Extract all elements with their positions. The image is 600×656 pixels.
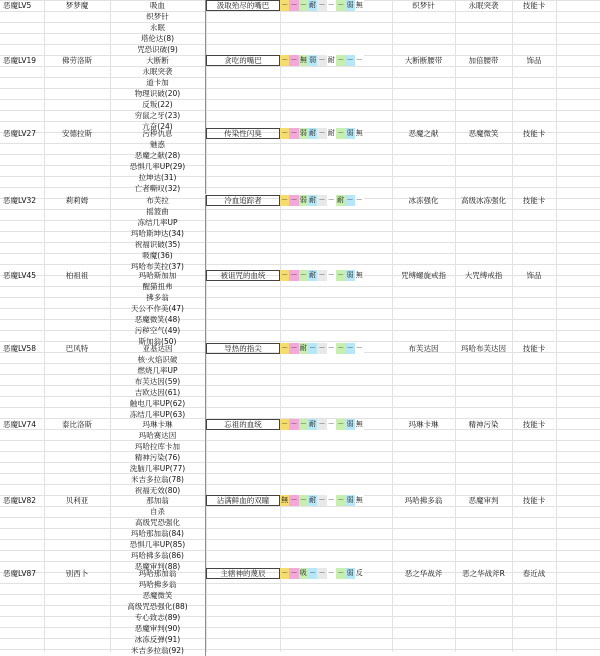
resistance-cell: 耐 bbox=[337, 196, 345, 204]
resistance-cell: － bbox=[318, 569, 326, 577]
skill-item: 拉坤达(31) bbox=[110, 172, 206, 183]
resistance-strip bbox=[280, 128, 392, 139]
skill-list bbox=[110, 495, 206, 572]
resistance-cell: － bbox=[309, 344, 317, 352]
grid-row-line bbox=[0, 231, 600, 232]
resistance-cell: － bbox=[337, 1, 345, 9]
resistance-cell: 耐 bbox=[309, 1, 317, 9]
grid-row-line bbox=[0, 462, 600, 463]
skill-item: 触电几率UP(62) bbox=[110, 398, 206, 409]
skill-item: 斯加翁(50) bbox=[110, 336, 206, 347]
skill-item: 吸血 bbox=[110, 0, 206, 11]
skill-item: 玛哈斯加加 bbox=[110, 270, 206, 281]
demon-rank: 恶魔LV27 bbox=[3, 129, 37, 138]
demon-name: 巴风特 bbox=[65, 344, 89, 353]
grid-row-line bbox=[0, 407, 600, 408]
equip-item-1: 织梦针 bbox=[412, 1, 435, 10]
skill-item: 亚基达因 bbox=[110, 343, 206, 354]
resistance-cell: － bbox=[337, 420, 345, 428]
item-type: 饰品 bbox=[526, 271, 542, 280]
skill-item: 污秽空气(49) bbox=[110, 325, 206, 336]
equip-item-2: 恶之华战斧R bbox=[462, 569, 505, 578]
resistance-cell: － bbox=[281, 1, 289, 9]
resistance-cell: － bbox=[309, 569, 317, 577]
demon-rank: 恶魔LV32 bbox=[3, 196, 37, 205]
equip-item-2: 大咒缚戒指 bbox=[464, 271, 503, 280]
grid-row-line bbox=[0, 297, 600, 298]
skill-item: 冰冻反弹(91) bbox=[110, 634, 206, 645]
skill-item: 冻结几率UP(63) bbox=[110, 409, 206, 420]
grid-row-line bbox=[0, 264, 600, 265]
skill-list bbox=[110, 270, 206, 347]
skill-item: 祝福无效(80) bbox=[110, 485, 206, 496]
grid-row-line bbox=[0, 187, 600, 188]
resistance-cell: － bbox=[355, 344, 363, 352]
resistance-strip bbox=[280, 568, 392, 579]
skill-item: 大断断 bbox=[110, 55, 206, 66]
resistance-cell: 耐 bbox=[309, 129, 317, 137]
equip-item-1: 恶魔之献 bbox=[408, 129, 439, 138]
equip-item-1: 布芙达因 bbox=[408, 344, 439, 353]
demon-name: 安德拉斯 bbox=[62, 129, 92, 138]
resistance-strip bbox=[280, 0, 392, 11]
resistance-cell: － bbox=[281, 569, 289, 577]
item-type: 饰品 bbox=[526, 56, 542, 65]
resistance-cell: － bbox=[281, 56, 289, 64]
item-type: 技能卡 bbox=[522, 344, 546, 353]
resistance-cell: － bbox=[327, 196, 335, 204]
grid-col-line bbox=[556, 0, 557, 652]
ex-skill-box: 冷血追踪者 bbox=[206, 195, 280, 206]
demon-rank: 恶魔LV58 bbox=[3, 344, 37, 353]
skill-item: 醒猫扭弗 bbox=[110, 281, 206, 292]
demon-rank: 恶魔LV82 bbox=[3, 496, 37, 505]
resistance-strip bbox=[280, 495, 392, 506]
skill-item: 玛哈拉库卡加 bbox=[110, 441, 206, 452]
skill-list bbox=[110, 0, 206, 55]
resistance-cell: 耐 bbox=[299, 344, 307, 352]
resistance-cell: 吸 bbox=[299, 569, 307, 577]
item-type: 技能卡 bbox=[522, 420, 546, 429]
resistance-cell: － bbox=[290, 1, 298, 9]
grid-row-line bbox=[0, 253, 600, 254]
grid-row-line bbox=[0, 396, 600, 397]
skill-item: 精神污染(76) bbox=[110, 452, 206, 463]
resistance-strip bbox=[280, 343, 392, 354]
resistance-cell: － bbox=[327, 1, 335, 9]
resistance-strip bbox=[280, 270, 392, 281]
resistance-cell: 無 bbox=[281, 496, 289, 504]
equip-item-1: 冰冻强化 bbox=[408, 196, 439, 205]
grid-row-line bbox=[0, 363, 600, 364]
skill-item: 魅惑 bbox=[110, 139, 206, 150]
skill-item: 高级咒恐强化 bbox=[110, 517, 206, 528]
resistance-cell: － bbox=[337, 344, 345, 352]
resistance-cell: － bbox=[281, 129, 289, 137]
resistance-cell: 弱 bbox=[346, 496, 354, 504]
demon-name: 梦梦魔 bbox=[65, 1, 89, 10]
grid-col-line bbox=[44, 0, 45, 652]
grid-row-line bbox=[0, 88, 600, 89]
resistance-cell: － bbox=[290, 129, 298, 137]
skill-item: 吉欧达因(61) bbox=[110, 387, 206, 398]
resistance-cell: 弱 bbox=[346, 271, 354, 279]
grid-col-line bbox=[512, 0, 513, 652]
skill-item: 恶魔微笑 bbox=[110, 590, 206, 601]
resistance-cell: 弱 bbox=[346, 129, 354, 137]
resistance-cell: － bbox=[355, 56, 363, 64]
grid-row-line bbox=[0, 242, 600, 243]
item-type: 技能卡 bbox=[522, 196, 546, 205]
grid-row-line bbox=[0, 550, 600, 551]
grid-row-line bbox=[0, 77, 600, 78]
grid-row-line bbox=[0, 220, 600, 221]
demon-name: 柏祖祖 bbox=[65, 271, 89, 280]
resistance-cell: 弱 bbox=[299, 129, 307, 137]
grid-row-line bbox=[0, 484, 600, 485]
resistance-cell: － bbox=[346, 196, 354, 204]
skill-item: 反叛(22) bbox=[110, 99, 206, 110]
skill-list bbox=[110, 343, 206, 420]
skill-item: 玛哈拂多翁 bbox=[110, 579, 206, 590]
resistance-strip bbox=[280, 419, 392, 430]
grid-row-line bbox=[0, 22, 600, 23]
grid-row-line bbox=[0, 319, 600, 320]
grid-row-line bbox=[0, 341, 600, 342]
demon-rank: 恶魔LV5 bbox=[3, 1, 32, 10]
grid-row-line bbox=[0, 583, 600, 584]
skill-item: 高级咒恐强化(88) bbox=[110, 601, 206, 612]
demon-name: 贝利亚 bbox=[65, 496, 89, 505]
skill-list bbox=[110, 419, 206, 496]
grid-row-line bbox=[0, 33, 600, 34]
resistance-cell: 無 bbox=[355, 1, 363, 9]
equip-item-2: 恶魔微笑 bbox=[468, 129, 499, 138]
skill-item: 玛哈斯坤达(34) bbox=[110, 228, 206, 239]
resistance-cell: － bbox=[318, 496, 326, 504]
grid-row-line bbox=[0, 594, 600, 595]
resistance-cell: － bbox=[318, 196, 326, 204]
skill-item: 道卡加 bbox=[110, 77, 206, 88]
resistance-cell: － bbox=[318, 1, 326, 9]
grid-row-line bbox=[0, 506, 600, 507]
resistance-cell: － bbox=[337, 56, 345, 64]
ex-skill-box: 被诅咒的血统 bbox=[206, 270, 280, 281]
grid-col-line bbox=[206, 0, 207, 652]
resistance-cell: － bbox=[355, 196, 363, 204]
grid-row-line bbox=[0, 517, 600, 518]
grid-row-line bbox=[0, 385, 600, 386]
ex-skill-box: 贪吃的嘴巴 bbox=[206, 55, 280, 66]
resistance-cell: － bbox=[281, 196, 289, 204]
resistance-strip bbox=[280, 195, 392, 206]
equip-item-2: 恶魔审判 bbox=[468, 496, 499, 505]
resistance-cell: 無 bbox=[355, 129, 363, 137]
skill-item: 摇篮曲 bbox=[110, 206, 206, 217]
resistance-cell: － bbox=[290, 569, 298, 577]
grid-row-line bbox=[0, 539, 600, 540]
resistance-cell: － bbox=[318, 344, 326, 352]
skill-item: 玛琳卡琳 bbox=[110, 419, 206, 430]
grid-row-line bbox=[0, 561, 600, 562]
grid-row-line bbox=[0, 143, 600, 144]
resistance-cell: － bbox=[318, 56, 326, 64]
resistance-cell: － bbox=[337, 129, 345, 137]
grid-row-line bbox=[0, 616, 600, 617]
resistance-cell: － bbox=[290, 344, 298, 352]
ex-skill-box: 导热的指尖 bbox=[206, 343, 280, 354]
skill-item: 洗脑几率UP(77) bbox=[110, 463, 206, 474]
grid-row-line bbox=[0, 440, 600, 441]
resistance-cell: － bbox=[290, 196, 298, 204]
grid-col-line bbox=[280, 0, 281, 652]
resistance-cell: － bbox=[346, 344, 354, 352]
skill-item: 米吉多拉翁(92) bbox=[110, 645, 206, 656]
grid-row-line bbox=[0, 627, 600, 628]
skill-item: 塔伦达(8) bbox=[110, 33, 206, 44]
skill-list bbox=[110, 568, 206, 656]
skill-item: 恐惧几率UP(29) bbox=[110, 161, 206, 172]
equip-item-1: 大断断腰带 bbox=[404, 56, 443, 65]
demon-name: 别西卜 bbox=[65, 569, 89, 578]
grid-row-line bbox=[0, 330, 600, 331]
resistance-cell: － bbox=[281, 420, 289, 428]
equip-item-2: 高级冰冻强化 bbox=[461, 196, 506, 205]
equip-item-2: 精神污染 bbox=[468, 420, 499, 429]
skill-item: 玛哈布芙拉(37) bbox=[110, 261, 206, 272]
demon-rank: 恶魔LV87 bbox=[3, 569, 37, 578]
resistance-cell: － bbox=[281, 271, 289, 279]
equip-item-2: 永眠突袭 bbox=[468, 1, 499, 10]
equip-item-2: 加倍腰带 bbox=[468, 56, 499, 65]
skill-item: 恶魔之献(28) bbox=[110, 150, 206, 161]
resistance-cell: － bbox=[318, 129, 326, 137]
grid-row-line bbox=[0, 649, 600, 650]
skill-item: 污秽仇息 bbox=[110, 128, 206, 139]
skill-item: 玛哈拂多翁(86) bbox=[110, 550, 206, 561]
resistance-cell: 無 bbox=[299, 56, 307, 64]
grid-row-line bbox=[0, 286, 600, 287]
skill-item: 永眠突袭 bbox=[110, 66, 206, 77]
grid-row-line bbox=[0, 44, 600, 45]
resistance-cell: － bbox=[318, 271, 326, 279]
skill-item: 米吉多拉翁(78) bbox=[110, 474, 206, 485]
grid-row-line bbox=[0, 176, 600, 177]
skill-item: 布芙拉 bbox=[110, 195, 206, 206]
skill-item: 冻结几率UP bbox=[110, 217, 206, 228]
resistance-cell: － bbox=[327, 496, 335, 504]
resistance-cell: 弱 bbox=[309, 56, 317, 64]
demon-name: 泰比洛斯 bbox=[62, 420, 92, 429]
resistance-cell: － bbox=[290, 496, 298, 504]
skill-item: 玛哈赛达因 bbox=[110, 430, 206, 441]
skill-item: 燃烧几率UP bbox=[110, 365, 206, 376]
ex-skill-box: 忘祖的血统 bbox=[206, 419, 280, 430]
resistance-cell: － bbox=[281, 344, 289, 352]
resistance-cell: 耐 bbox=[327, 56, 335, 64]
grid-row-line bbox=[0, 11, 600, 12]
grid-row-line bbox=[0, 121, 600, 122]
skill-item: 自杀 bbox=[110, 506, 206, 517]
resistance-cell: － bbox=[290, 271, 298, 279]
demon-rank: 恶魔LV74 bbox=[3, 420, 37, 429]
resistance-cell: － bbox=[337, 496, 345, 504]
equip-item-2: 玛哈布芙达因 bbox=[461, 344, 506, 353]
item-type: 技能卡 bbox=[522, 129, 546, 138]
equip-item-1: 玛琳卡琳 bbox=[408, 420, 439, 429]
skill-item: 恶魔审判(90) bbox=[110, 623, 206, 634]
resistance-cell: 弱 bbox=[299, 196, 307, 204]
grid-row-line bbox=[0, 209, 600, 210]
resistance-cell: － bbox=[337, 569, 345, 577]
equip-item-1: 咒缚螺旋戒指 bbox=[401, 271, 446, 280]
skill-item: 恶魔审判(88) bbox=[110, 561, 206, 572]
resistance-cell: 耐 bbox=[309, 271, 317, 279]
resistance-cell: － bbox=[337, 271, 345, 279]
skill-item: 亡者嘶叹(32) bbox=[110, 183, 206, 194]
demon-rank: 恶魔LV19 bbox=[3, 56, 37, 65]
item-type: 春近战 bbox=[522, 569, 546, 578]
resistance-cell: － bbox=[299, 1, 307, 9]
grid-row-line bbox=[0, 374, 600, 375]
grid-col-line bbox=[455, 0, 456, 652]
skill-item: 布芙达因(59) bbox=[110, 376, 206, 387]
skill-item: 物理识破(20) bbox=[110, 88, 206, 99]
ex-skill-box: 汲取殆尽的嘴巴 bbox=[206, 0, 280, 11]
demon-name: 莉莉姆 bbox=[65, 196, 89, 205]
grid-row-line bbox=[0, 165, 600, 166]
skill-item: 专心致志(89) bbox=[110, 612, 206, 623]
resistance-cell: 無 bbox=[355, 271, 363, 279]
skill-item: 恶魔微笑(48) bbox=[110, 314, 206, 325]
skill-item: 织梦针 bbox=[110, 11, 206, 22]
resistance-cell: 反 bbox=[355, 569, 363, 577]
equip-item-1: 玛哈拂多翁 bbox=[404, 496, 443, 505]
demon-name: 佛劳洛斯 bbox=[62, 56, 92, 65]
resistance-cell: － bbox=[346, 56, 354, 64]
grid-row-line bbox=[0, 638, 600, 639]
resistance-cell: － bbox=[290, 420, 298, 428]
resistance-cell: 無 bbox=[355, 420, 363, 428]
grid-row-line bbox=[0, 605, 600, 606]
grid-row-line bbox=[0, 154, 600, 155]
skill-list bbox=[110, 128, 206, 194]
resistance-cell: － bbox=[299, 496, 307, 504]
grid-row-line bbox=[0, 110, 600, 111]
resistance-cell: 耐 bbox=[309, 420, 317, 428]
ex-skill-box: 沾满鲜血的双瞳 bbox=[206, 495, 280, 506]
equip-item-1: 恶之华战斧 bbox=[404, 569, 443, 578]
skill-item: 永眠 bbox=[110, 22, 206, 33]
resistance-cell: － bbox=[299, 271, 307, 279]
resistance-cell: － bbox=[327, 569, 335, 577]
grid-col-line bbox=[392, 0, 393, 652]
grid-row-line bbox=[0, 308, 600, 309]
resistance-strip bbox=[280, 55, 392, 66]
grid-row-line bbox=[0, 473, 600, 474]
skill-item: 玛哈那加翁(84) bbox=[110, 528, 206, 539]
item-type: 技能卡 bbox=[522, 496, 546, 505]
skill-item: 咒恐识破(9) bbox=[110, 44, 206, 55]
resistance-cell: － bbox=[290, 56, 298, 64]
grid-row-line bbox=[0, 528, 600, 529]
resistance-cell: 弱 bbox=[346, 569, 354, 577]
grid-row-line bbox=[0, 99, 600, 100]
skill-item: 吸魔(36) bbox=[110, 250, 206, 261]
demon-rank: 恶魔LV45 bbox=[3, 271, 37, 280]
resistance-cell: 弱 bbox=[346, 420, 354, 428]
skill-item: 天公不作美(47) bbox=[110, 303, 206, 314]
resistance-cell: 耐 bbox=[309, 496, 317, 504]
grid-row-line bbox=[0, 66, 600, 67]
skill-item: 那加翁 bbox=[110, 495, 206, 506]
skill-item: 拂多翁 bbox=[110, 292, 206, 303]
resistance-cell: 耐 bbox=[327, 129, 335, 137]
resistance-cell: － bbox=[299, 420, 307, 428]
skill-item: 祝福识破(35) bbox=[110, 239, 206, 250]
skill-item: 恐惧几率UP(85) bbox=[110, 539, 206, 550]
skill-item: 穷鼠之牙(23) bbox=[110, 110, 206, 121]
grid-row-line bbox=[0, 451, 600, 452]
skill-item: 亢奋(24) bbox=[110, 121, 206, 132]
resistance-cell: 弱 bbox=[346, 1, 354, 9]
resistance-cell: － bbox=[327, 271, 335, 279]
resistance-cell: 耐 bbox=[309, 196, 317, 204]
resistance-cell: 無 bbox=[355, 496, 363, 504]
resistance-cell: － bbox=[318, 420, 326, 428]
skill-list bbox=[110, 195, 206, 272]
item-type: 技能卡 bbox=[522, 1, 546, 10]
skill-item: 核·火焰识破 bbox=[110, 354, 206, 365]
ex-skill-box: 传染性闪臭 bbox=[206, 128, 280, 139]
resistance-cell: － bbox=[327, 420, 335, 428]
skill-list bbox=[110, 55, 206, 132]
resistance-cell: － bbox=[327, 344, 335, 352]
skill-item: 玛哈那加翁 bbox=[110, 568, 206, 579]
ex-skill-box: 主辖神的蔑辰 bbox=[206, 568, 280, 579]
